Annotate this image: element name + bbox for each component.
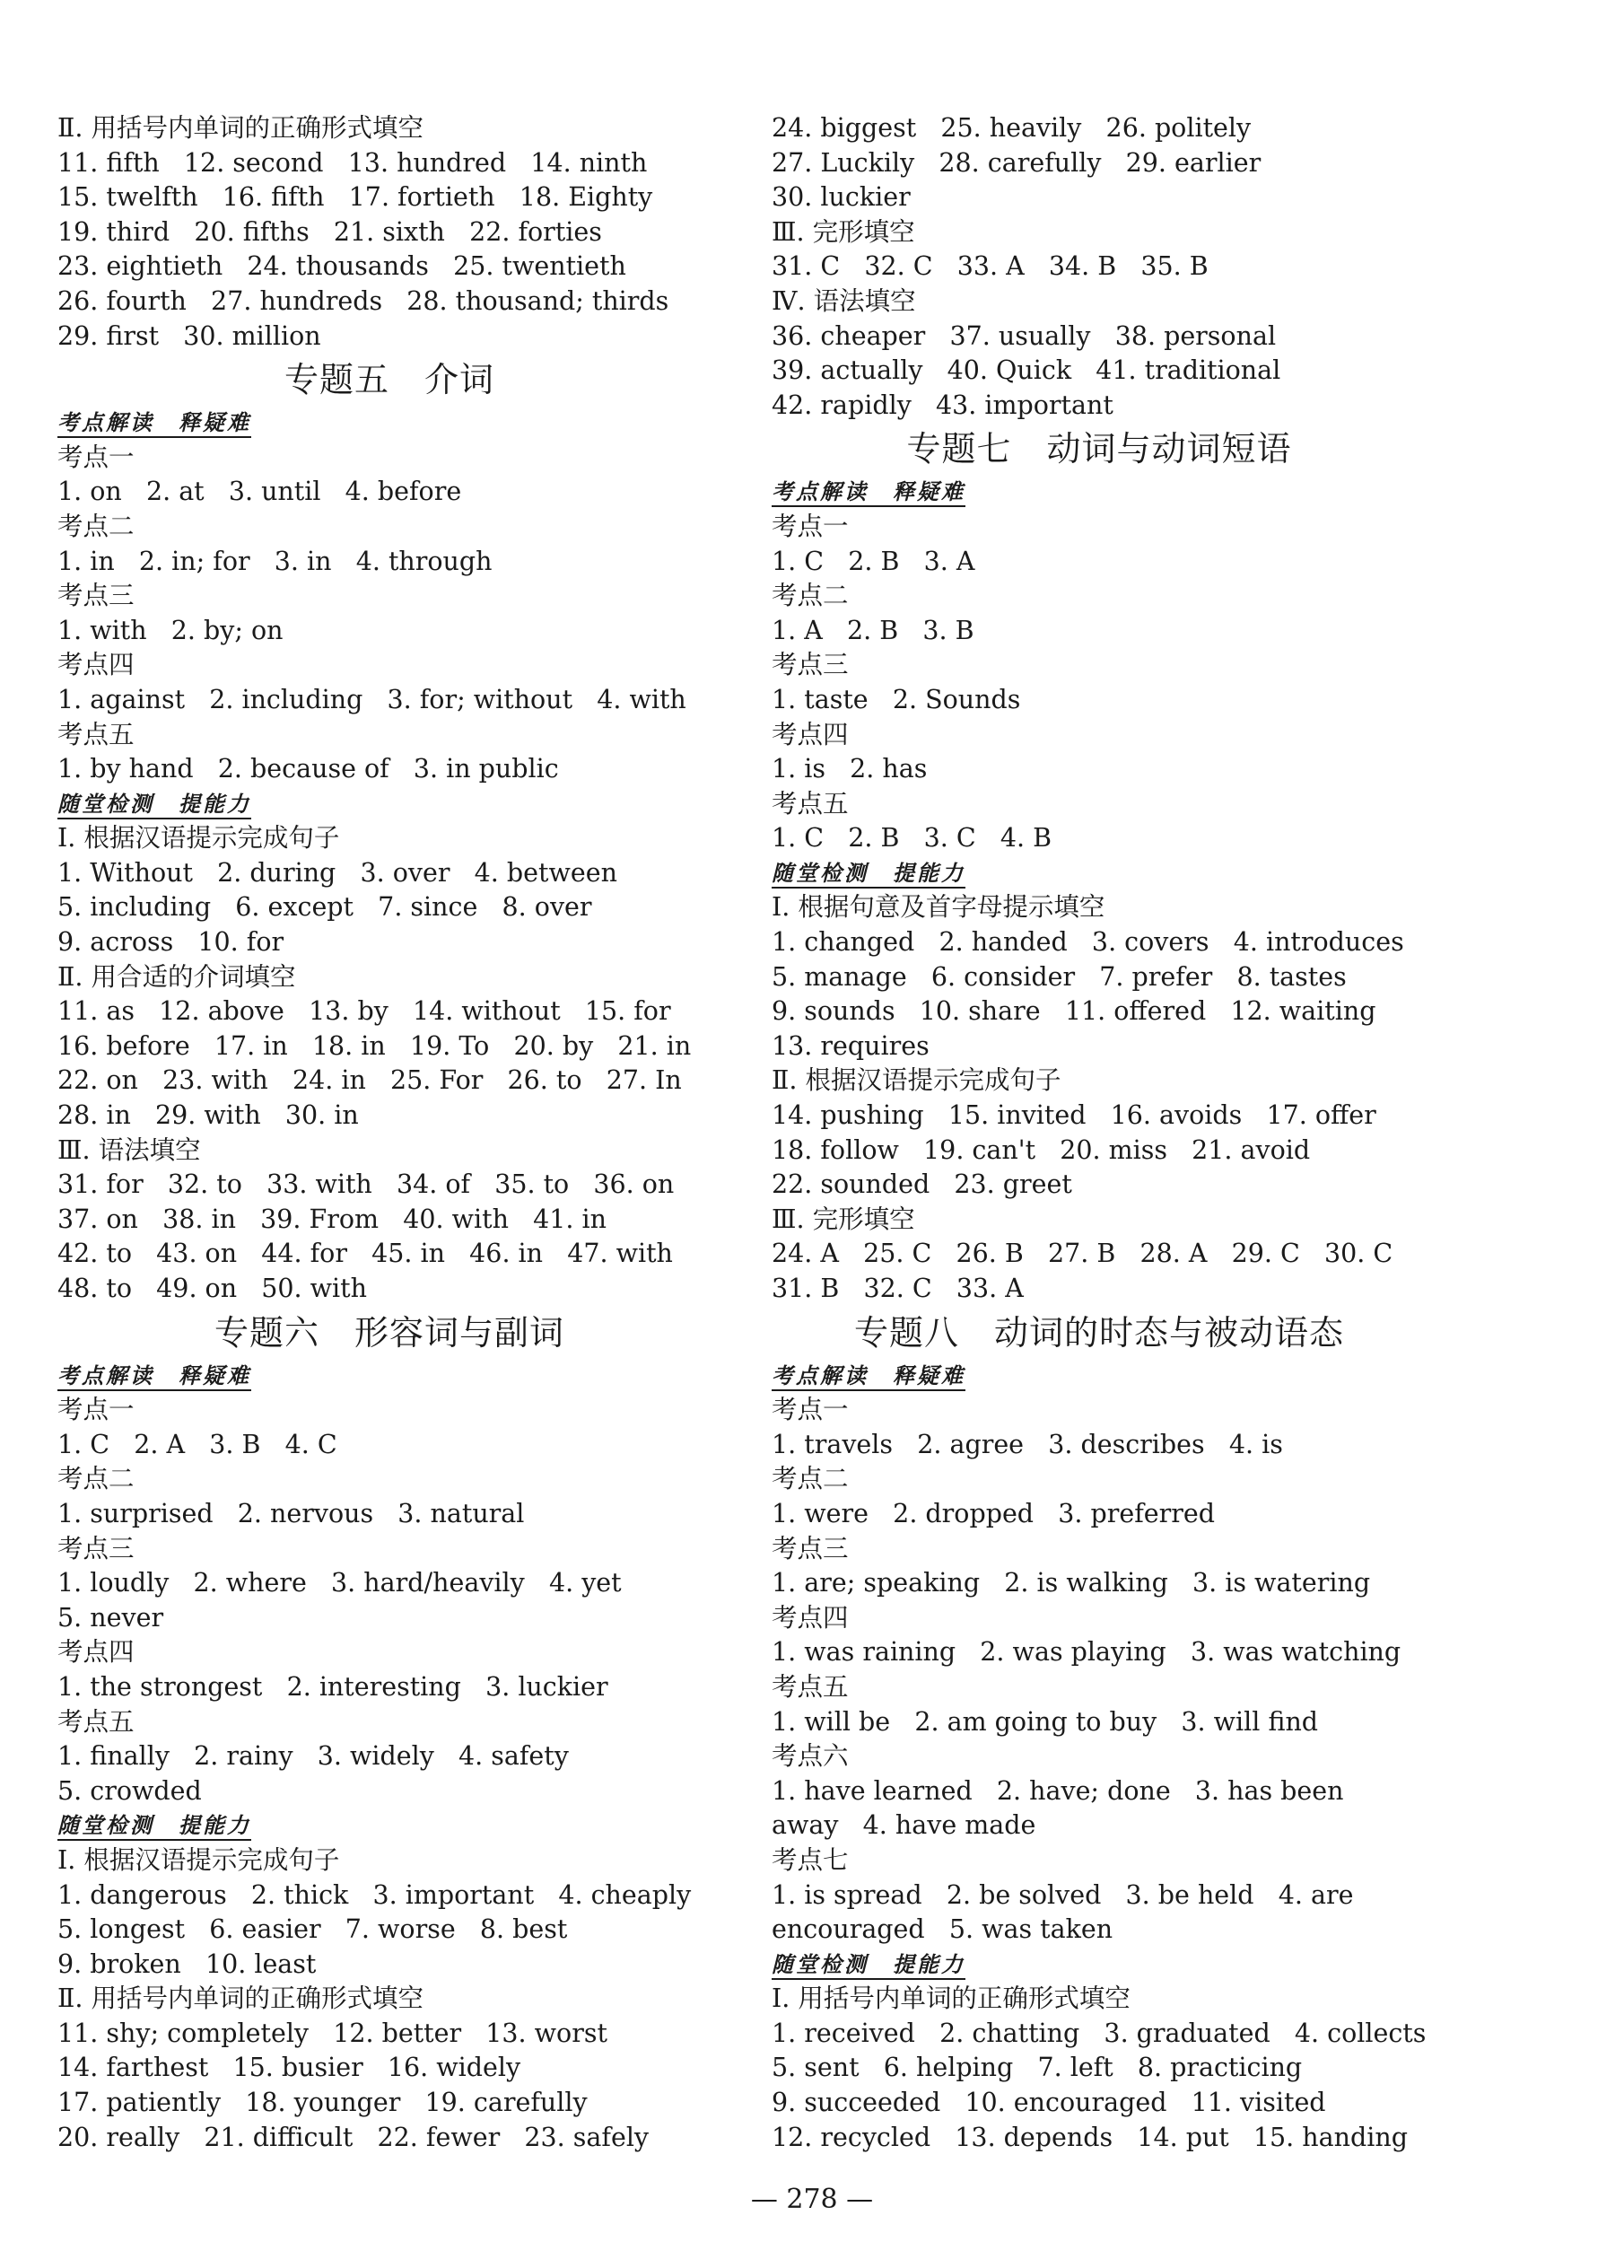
answer-line: 5. sent 6. helping 7. left 8. practicing	[772, 2053, 1303, 2083]
answer-line: 1. are; speaking 2. is walking 3. is watering	[772, 1568, 1371, 1598]
banner-label: 随堂检测 提能力	[772, 1951, 965, 1980]
answer-line: 考点七	[772, 1844, 849, 1875]
answer-line: 31. for 32. to 33. with 34. of 35. to 36. on	[57, 1169, 675, 1200]
answer-line: 1. have learned 2. have; done 3. has been	[772, 1775, 1344, 1806]
answer-line: 1. taste 2. Sounds	[772, 684, 1021, 714]
answer-line: encouraged 5. was taken	[772, 1914, 1113, 1945]
answer-line: Ⅰ. 用括号内单词的正确形式填空	[772, 1983, 1131, 2014]
banner-label: 考点解读 释疑难	[57, 1362, 251, 1391]
banner-label: 考点解读 释疑难	[772, 1362, 965, 1391]
answer-line: Ⅱ. 用合适的介词填空	[57, 961, 296, 992]
answer-line: 1. will be 2. am going to buy 3. will find	[772, 1706, 1319, 1737]
answer-line: 1. C 2. A 3. B 4. C	[57, 1429, 337, 1459]
answer-line: 26. fourth 27. hundreds 28. thousand; thirds	[57, 285, 669, 316]
section-heading: 专题六 形容词与副词	[214, 1312, 564, 1353]
answer-line: 考点六	[772, 1741, 849, 1772]
answer-line: Ⅳ. 语法填空	[772, 285, 916, 316]
answer-line: 1. on 2. at 3. until 4. before	[57, 477, 462, 507]
answer-line: 19. third 20. fifths 21. sixth 22. forties	[57, 216, 602, 247]
answer-line: 31. B 32. C 33. A	[772, 1274, 1024, 1303]
answer-line: 48. to 49. on 50. with	[57, 1274, 367, 1303]
answer-line: 5. never	[57, 1602, 164, 1633]
section-banner	[57, 406, 721, 441]
answer-line: 1. C 2. B 3. A	[772, 546, 975, 576]
banner-label: 随堂检测 提能力	[772, 860, 965, 889]
answer-line: 12. recycled 13. depends 14. put 15. handing	[772, 2122, 1408, 2152]
answer-line: 1. the strongest 2. interesting 3. luckier	[57, 1671, 608, 1702]
answer-line: 15. twelfth 16. fifth 17. fortieth 18. Eighty	[57, 182, 653, 213]
answer-line: 24. A 25. C 26. B 27. B 28. A 29. C 30. C	[772, 1239, 1393, 1269]
answer-line: 考点四	[57, 650, 135, 680]
answer-line: 24. biggest 25. heavily 26. politely	[772, 113, 1252, 143]
answer-line: 1. with 2. by; on	[57, 615, 284, 645]
answer-line: 20. really 21. difficult 22. fewer 23. safely	[57, 2122, 650, 2152]
answer-line: 1. loudly 2. where 3. hard/heavily 4. yet	[57, 1568, 622, 1598]
answer-line: 1. is 2. has	[772, 754, 928, 784]
answer-line: 考点四	[772, 1602, 849, 1633]
answer-line: 5. including 6. except 7. since 8. over	[57, 892, 592, 923]
answer-line: 1. C 2. B 3. C 4. B	[772, 823, 1052, 854]
answer-line: away 4. have made	[772, 1810, 1036, 1841]
answer-line: 1. dangerous 2. thick 3. important 4. cheaply	[57, 1879, 692, 1910]
answer-line: 5. longest 6. easier 7. worse 8. best	[57, 1914, 568, 1945]
answer-line: Ⅱ. 根据汉语提示完成句子	[772, 1065, 1061, 1096]
answer-line: 42. rapidly 43. important	[772, 390, 1113, 420]
answer-line: 42. to 43. on 44. for 45. in 46. in 47. with	[57, 1239, 673, 1269]
banner-label: 考点解读 释疑难	[57, 409, 251, 438]
answer-line: Ⅱ. 用括号内单词的正确形式填空	[57, 113, 423, 143]
answer-line: 考点一	[57, 442, 135, 472]
section-banner	[57, 787, 721, 822]
answer-line: 27. Luckily 28. carefully 29. earlier	[772, 147, 1262, 178]
section-banner	[772, 856, 1427, 891]
answer-line: 18. follow 19. can't 20. miss 21. avoid	[772, 1134, 1311, 1165]
answer-line: 考点二	[772, 581, 849, 611]
right-column	[772, 111, 1427, 2155]
answer-line: 1. were 2. dropped 3. preferred	[772, 1498, 1215, 1528]
answer-line: 1. received 2. chatting 3. graduated 4. collects	[772, 2018, 1427, 2048]
answer-line: 1. in 2. in; for 3. in 4. through	[57, 546, 493, 576]
answer-line: 5. crowded	[57, 1775, 202, 1806]
answer-line: 11. shy; completely 12. better 13. worst	[57, 2018, 607, 2048]
page-number: — 278 —	[750, 2184, 874, 2215]
answer-line: 11. as 12. above 13. by 14. without 15. for	[57, 996, 671, 1027]
answer-line: 考点四	[772, 719, 849, 749]
answer-line: 考点二	[57, 1464, 135, 1494]
answer-line: 16. before 17. in 18. in 19. To 20. by 21. in	[57, 1030, 692, 1061]
answer-line: 考点二	[772, 1464, 849, 1494]
answer-line: Ⅱ. 用括号内单词的正确形式填空	[57, 1983, 423, 2014]
answer-line: Ⅰ. 根据汉语提示完成句子	[57, 1844, 340, 1875]
answer-line: 1. by hand 2. because of 3. in public	[57, 754, 559, 784]
answer-line: 1. travels 2. agree 3. describes 4. is	[772, 1429, 1283, 1459]
answer-line: 22. sounded 23. greet	[772, 1169, 1072, 1200]
answer-line: 考点三	[772, 1533, 849, 1563]
section-banner	[772, 475, 1427, 510]
section-heading: 专题七 动词与动词短语	[906, 429, 1292, 469]
answer-line: 11. fifth 12. second 13. hundred 14. ninth	[57, 147, 648, 178]
answer-line: 考点五	[772, 788, 849, 819]
answer-line: 29. first 30. million	[57, 320, 321, 351]
section-heading: 专题八 动词的时态与被动语态	[853, 1312, 1344, 1353]
answer-line: 1. A 2. B 3. B	[772, 615, 974, 645]
section-banner	[57, 1359, 721, 1394]
answer-line: 22. on 23. with 24. in 25. For 26. to 27. In	[57, 1065, 682, 1096]
answer-line: 1. against 2. including 3. for; without 4. with	[57, 684, 686, 714]
banner-label: 随堂检测 提能力	[57, 791, 251, 819]
answer-line: 考点三	[57, 1533, 135, 1563]
answer-line: 9. sounds 10. share 11. offered 12. waiting	[772, 996, 1376, 1027]
answer-line: Ⅲ. 语法填空	[57, 1134, 201, 1165]
answer-line: 1. was raining 2. was playing 3. was watching	[772, 1637, 1401, 1668]
left-column	[57, 111, 721, 2155]
banner-label: 考点解读 释疑难	[772, 478, 965, 507]
answer-line: 31. C 32. C 33. A 34. B 35. B	[772, 251, 1209, 282]
answer-line: 9. across 10. for	[57, 927, 284, 958]
answer-line: 14. farthest 15. busier 16. widely	[57, 2053, 521, 2083]
answer-line: 39. actually 40. Quick 41. traditional	[772, 355, 1281, 386]
answer-line: 13. requires	[772, 1030, 930, 1061]
answer-line: 17. patiently 18. younger 19. carefully	[57, 2088, 588, 2118]
answer-line: Ⅲ. 完形填空	[772, 1204, 915, 1234]
answer-line: 考点五	[57, 719, 135, 749]
answer-line: 23. eightieth 24. thousands 25. twentieth	[57, 251, 626, 282]
section-banner	[772, 1948, 1427, 1983]
answer-line: 1. is spread 2. be solved 3. be held 4. are	[772, 1879, 1354, 1910]
answer-line: 考点五	[57, 1706, 135, 1737]
answer-line: 考点二	[57, 511, 135, 541]
answer-line: 30. luckier	[772, 182, 911, 213]
answer-line: 考点五	[772, 1671, 849, 1702]
section-banner	[57, 1808, 721, 1843]
banner-label: 随堂检测 提能力	[57, 1812, 251, 1841]
answer-line: 9. broken 10. least	[57, 1948, 317, 1979]
answer-line: Ⅲ. 完形填空	[772, 216, 915, 247]
answer-line: 1. Without 2. during 3. over 4. between	[57, 857, 617, 888]
answer-line: 考点一	[57, 1395, 135, 1425]
answer-line: 37. on 38. in 39. From 40. with 41. in	[57, 1204, 607, 1234]
answer-line: 考点一	[772, 1395, 849, 1425]
section-banner	[772, 1359, 1427, 1394]
answer-line: 考点一	[772, 511, 849, 541]
answer-line: 9. succeeded 10. encouraged 11. visited	[772, 2088, 1326, 2118]
section-heading: 专题五 介词	[284, 360, 494, 400]
answer-line: Ⅰ. 根据汉语提示完成句子	[57, 823, 340, 854]
answer-line: 1. changed 2. handed 3. covers 4. introduces	[772, 927, 1404, 958]
answer-line: 1. finally 2. rainy 3. widely 4. safety	[57, 1741, 569, 1772]
answer-line: 14. pushing 15. invited 16. avoids 17. offer	[772, 1100, 1376, 1131]
answer-line: 考点三	[57, 581, 135, 611]
answer-line: 5. manage 6. consider 7. prefer 8. tastes	[772, 961, 1347, 992]
answer-line: Ⅰ. 根据句意及首字母提示填空	[772, 892, 1105, 923]
answer-line: 28. in 29. with 30. in	[57, 1100, 359, 1131]
answer-line: 考点三	[772, 650, 849, 680]
answer-line: 36. cheaper 37. usually 38. personal	[772, 320, 1277, 351]
answer-line: 考点四	[57, 1637, 135, 1668]
answer-line: 1. surprised 2. nervous 3. natural	[57, 1498, 525, 1528]
